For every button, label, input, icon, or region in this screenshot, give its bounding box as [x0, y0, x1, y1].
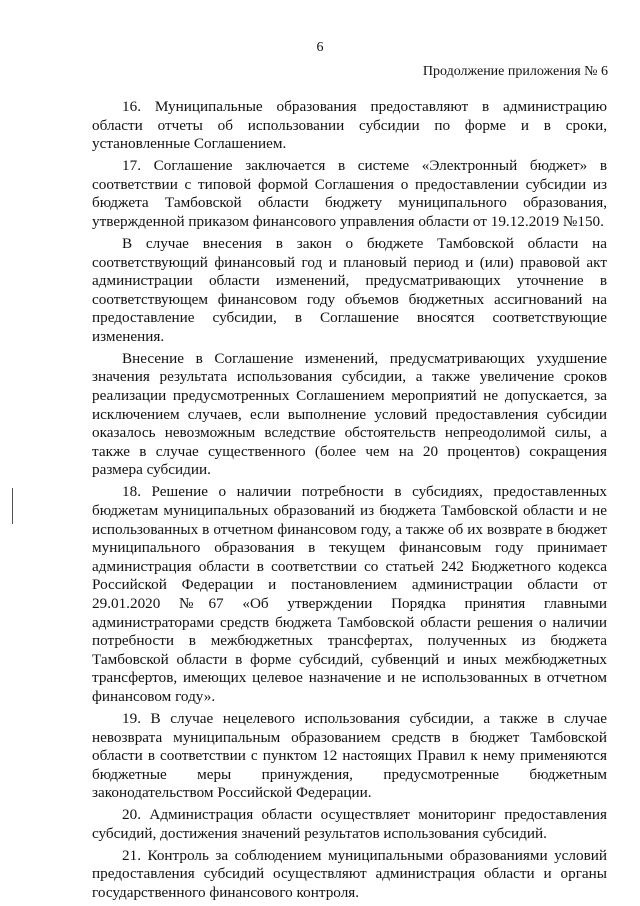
- document-body: [92, 98, 607, 906]
- paragraph-21: 21. Контроль за соблюдением муниципальными образованиями условий предоставления субсидий осуществляют администрация области и органы государственного финансового контроля.: [92, 846, 607, 902]
- page-number: 6: [316, 40, 324, 55]
- paragraph-16: 16. Муниципальные образования предоставляют в администрацию области отчеты об использовании субсидии по форме и в сроки, установленные Соглашением.: [92, 98, 607, 153]
- paragraph-20: 20. Администрация области осуществляет мониторинг предоставления субсидий, достижения значений результатов использования субсидий.: [92, 806, 607, 842]
- paragraph-18: 18. Решение о наличии потребности в субсидиях, предоставленных бюджетам муниципальных образований из бюджета Тамбовской области и не использованных в отчетном финансовом году, а также об их возврате в бюджет муниципального образования в текущем финансовым году принимает администрация области в соответствии со статьей 242 Бюджетного кодекса Российской Федерации и постановлением администрации области от 29.01.2020 №67 «Об утверждении Порядка принятия главными администраторами средств бюджета Тамбовской области решения о наличии потребности в межбюджетных трансфертах, полученных из бюджета Тамбовской области в форме субсидий, субвенций и иных межбюджетных трансфертов, имеющих целевое назначение и не использованных в отчетном финансовом году».: [92, 483, 607, 705]
- paragraph-17-amendment-restrictions: Внесение в Соглашение изменений, предусматривающих ухудшение значения результата использования субсидии, а также увеличение сроков реализации предусмотренных Соглашением мероприятий не допускается, за исключением случаев, если выполнение условий предоставления субсидии оказалось невозможным вследствие обстоятельств непреодолимой силы, а также в случае существенного (более чем на 20 процентов) сокращения размера субсидии.: [92, 349, 607, 479]
- paragraph-19: 19. В случае нецелевого использования субсидии, а также в случае невозврата муниципальным образованием средств в бюджет Тамбовской области в соответствии с пунктом 12 настоящих Правил к нему применяются бюджетные меры принуждения, предусмотренные бюджетным законодательством Российской Федерации.: [92, 709, 607, 802]
- margin-scan-mark: [12, 488, 13, 524]
- paragraph-17: 17. Соглашение заключается в системе «Электронный бюджет» в соответствии с типовой формой Соглашения о предоставлении субсидии из бюджета Тамбовской области бюджету муниципального образования, утвержденной приказом финансового управления области от 19.12.2019 №150.: [92, 157, 607, 230]
- paragraph-17-budget-law-changes: В случае внесения в закон о бюджете Тамбовской области на соответствующий финансовый год и плановый период и (или) правовой акт администрации области изменений, предусматривающих уточнение в соответствующем финансовом году объемов бюджетных ассигнований на предоставление субсидии, в Соглашение вносятся соответствующие изменения.: [92, 234, 607, 345]
- appendix-continuation-label: Продолжение приложения № 6: [422, 64, 608, 79]
